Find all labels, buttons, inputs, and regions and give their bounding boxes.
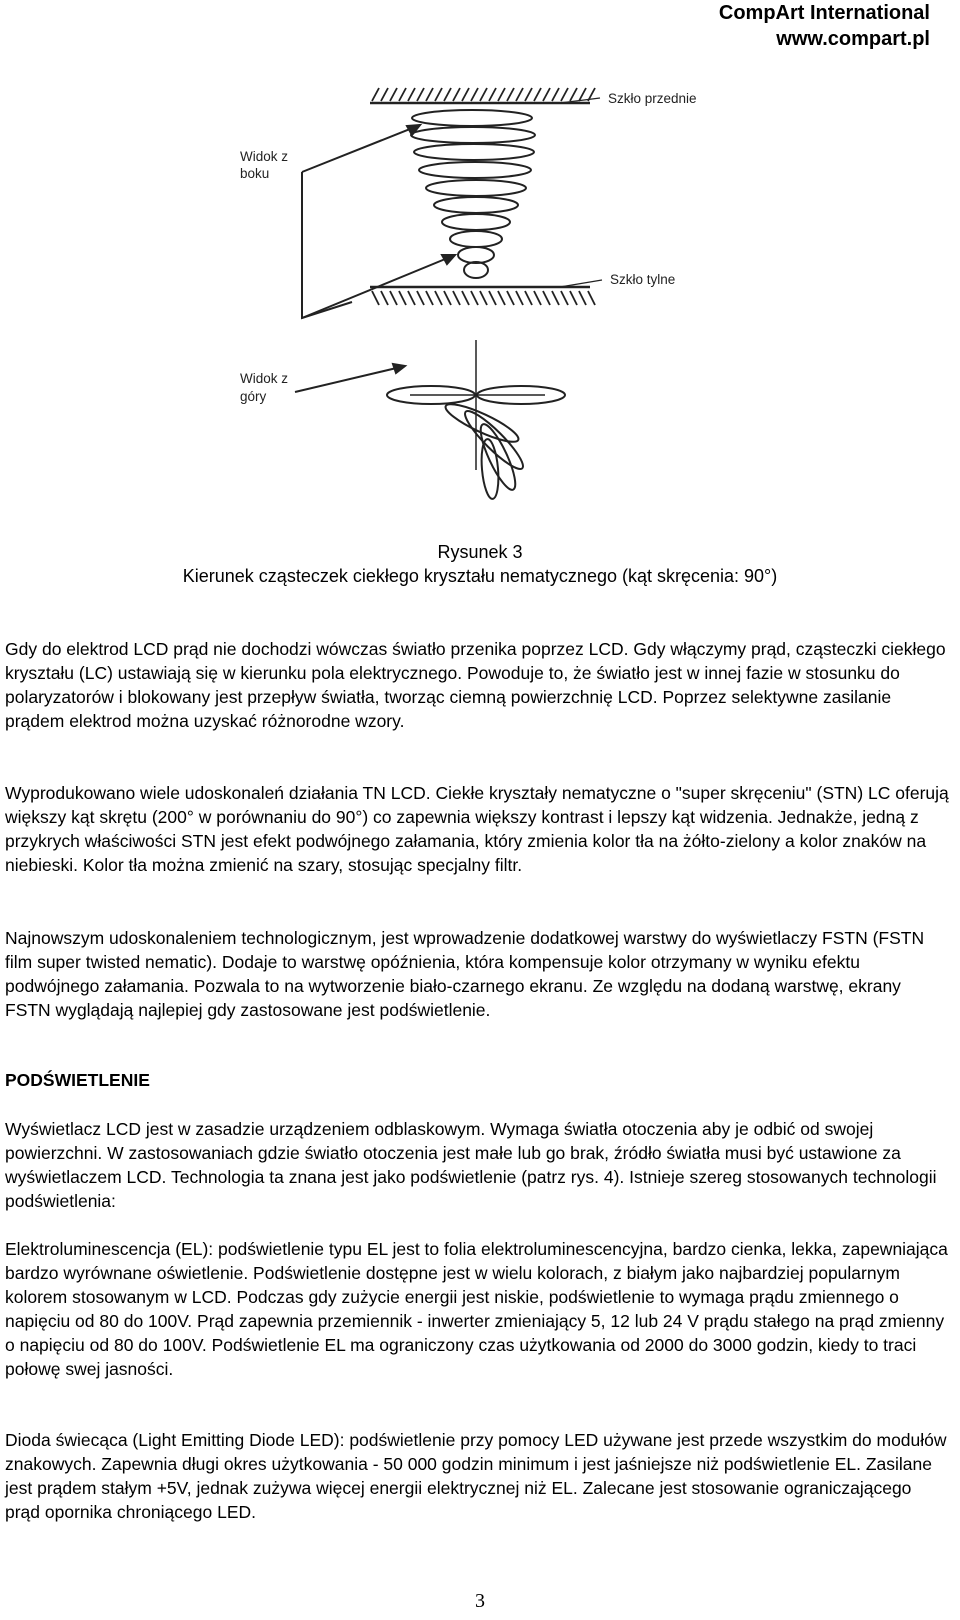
- front-glass-hatch: [417, 88, 424, 101]
- rear-glass-hatch: [381, 291, 388, 305]
- front-glass-hatch: [534, 88, 541, 101]
- paragraph-el: Elektroluminescencja (EL): podświetlenie typu EL jest to folia elektroluminescencyjna, bardzo cienka, lekka, zapewniająca bardzo wyrównane oświetlenie. Podświetlenie dostępne jest w wielu kolorach, z białym jako najbardziej popularnym kolorem stosowanym w LCD. Podczas gdy zużycie energii jest niskie, podświetlenie to wymaga prądu zmiennego o napięciu od 80 do 100V. Prąd zapewnia przemiennik - inwerter zmieniający 5, 12 lub 24 V prądu stałego na prąd zmienny o napięciu od 80 do 100V. Podświetlenie EL ma ograniczony czas użytkowania od 2000 do 3000 godzin, kiedy to traci połowę swej jasności.: [5, 1239, 948, 1379]
- front-glass-hatch: [408, 88, 415, 101]
- rear-glass-hatch: [480, 291, 487, 305]
- side-view-bracket: [302, 172, 352, 318]
- front-glass-hatch: [435, 88, 442, 101]
- lc-molecule-diagram: [0, 0, 960, 500]
- figure-title: Kierunek cząsteczek ciekłego kryształu nematycznego (kąt skręcenia: 90°): [182, 566, 778, 586]
- side-view-molecule: [464, 262, 488, 278]
- front-glass-hatch: [372, 88, 379, 101]
- paragraph-stn: Wyprodukowano wiele udoskonaleń działania TN LCD. Ciekłe kryształy nematyczne o "super skręceniu" (STN) LC oferują większy kąt skrętu (200° w porównaniu do 90°) co zapewnia większy kontrast i lepszy kąt widzenia. Jednakże, jedną z przykrych właściwości STN jest efekt podwójnego załamania, który zmienia kolor tła na żółto-zielony a kolor znaków na niebieski. Kolor tła można zmienić na szary, stosując specjalny filtr.: [5, 783, 949, 875]
- front-glass-hatch: [579, 88, 586, 101]
- rear-glass-hatch: [417, 291, 424, 305]
- front-glass-hatch: [444, 88, 451, 101]
- side-view-molecule: [426, 180, 526, 196]
- side-view-molecule: [419, 162, 531, 178]
- rear-glass-hatch: [570, 291, 577, 305]
- front-glass-hatch: [489, 88, 496, 101]
- front-glass-hatch: [525, 88, 532, 101]
- figure-caption: [0, 540, 960, 588]
- label-rear-glass: Szkło tylne: [610, 272, 676, 287]
- rear-glass-hatch: [399, 291, 406, 305]
- label-side-view-2: boku: [240, 166, 270, 181]
- diagram-drawing: [295, 88, 602, 500]
- rear-glass-hatch: [426, 291, 433, 305]
- front-glass-hatch: [453, 88, 460, 101]
- page-number: 3: [475, 1590, 485, 1612]
- rear-glass-hatch: [435, 291, 442, 305]
- rear-glass-hatch: [444, 291, 451, 305]
- front-glass-hatch: [570, 88, 577, 101]
- label-top-view-2: góry: [240, 389, 267, 404]
- side-view-molecule: [412, 110, 532, 126]
- side-view-molecule: [434, 197, 518, 213]
- rear-glass-hatch: [408, 291, 415, 305]
- rear-glass-hatch: [498, 291, 505, 305]
- label-front-glass: Szkło przednie: [608, 91, 697, 106]
- rear-glass-hatch: [534, 291, 541, 305]
- arrowhead: [407, 125, 420, 135]
- front-glass-hatch: [381, 88, 388, 101]
- rear-glass-hatch: [588, 291, 595, 305]
- side-view-molecule: [411, 127, 535, 143]
- rear-glass-hatch: [489, 291, 496, 305]
- rear-glass-hatch: [453, 291, 460, 305]
- front-glass-hatch: [507, 88, 514, 101]
- arrowhead: [393, 364, 405, 373]
- side-view-molecule: [442, 214, 510, 230]
- rear-glass-hatch: [552, 291, 559, 305]
- front-glass-hatch: [480, 88, 487, 101]
- section-heading-backlight: PODŚWIETLENIE: [5, 1070, 150, 1090]
- side-view-arrow-top: [302, 125, 420, 172]
- rear-glass-hatch: [525, 291, 532, 305]
- rear-glass-hatch: [579, 291, 586, 305]
- front-glass-hatch: [471, 88, 478, 101]
- arrowhead: [442, 255, 455, 264]
- rear-glass-hatch: [462, 291, 469, 305]
- figure-number: Rysunek 3: [437, 542, 523, 562]
- rear-glass-hatch: [390, 291, 397, 305]
- rear-glass-hatch: [543, 291, 550, 305]
- front-glass-hatch: [516, 88, 523, 101]
- rear-glass-hatch: [507, 291, 514, 305]
- front-glass-hatch: [462, 88, 469, 101]
- rear-glass-hatch: [561, 291, 568, 305]
- company-website: www.compart.pl: [776, 28, 930, 50]
- front-glass-hatch: [390, 88, 397, 101]
- rear-glass-hatch: [372, 291, 379, 305]
- front-glass-hatch: [561, 88, 568, 101]
- label-top-view-1: Widok z: [240, 371, 289, 386]
- front-glass-hatch: [552, 88, 559, 101]
- paragraph-backlight-intro: Wyświetlacz LCD jest w zasadzie urządzeniem odblaskowym. Wymaga światła otoczenia aby je odbić od swojej powierzchni. W zastosowaniach gdzie światło otoczenia jest małe lub go brak, źródło światła musi być ustawione za wyświetlaczem LCD. Technologia ta znana jest jako podświetlenie (patrz rys. 4). Istnieje szereg stosowanych technologii podświetlenia:: [5, 1119, 937, 1211]
- company-name: CompArt International: [718, 2, 930, 24]
- front-glass-hatch: [399, 88, 406, 101]
- side-view-molecule: [414, 144, 534, 160]
- top-view-arrow: [295, 366, 405, 392]
- rear-glass-hatch: [471, 291, 478, 305]
- side-view-molecule: [458, 247, 494, 263]
- paragraph-lcd-current: Gdy do elektrod LCD prąd nie dochodzi wówczas światło przenika poprzez LCD. Gdy włączymy prąd, cząsteczki ciekłego kryształu (LC) ustawiają się w kierunku pola elektrycznego. Powoduje to, że światło jest w innej fazie w stosunku do polaryzatorów i blokowany jest przepływ światła, tworząc ciemną powierzchnię LCD. Poprzez selektywne zasilanie prądem elektrod można uzyskać różnorodne wzory.: [5, 639, 946, 731]
- paragraph-fstn: Najnowszym udoskonaleniem technologicznym, jest wprowadzenie dodatkowej warstwy do wyświetlaczy FSTN (FSTN film super twisted nematic). Dodaje to warstwę opóźnienia, która kompensuje kolor otrzymany w wyniku efektu podwójnego załamania. Pozwala to na wytworzenie biało-czarnego ekranu. Ze względu na dodaną warstwę, ekrany FSTN wyglądają najlepiej gdy zastosowane jest podświetlenie.: [5, 928, 925, 1020]
- label-side-view-1: Widok z: [240, 149, 289, 164]
- paragraph-led: Dioda świecąca (Light Emitting Diode LED): podświetlenie przy pomocy LED używane jest przede wszystkim do modułów znakowych. Zapewnia długi okres użytkowania - 50 000 godzin minimum i jest jaśniejsze niż podświetlenie EL. Zasilane jest prądem stałym +5V, jednak zużywa więcej energii elektrycznej niż EL. Zalecane jest stosowanie ograniczającego prąd opornika chroniącego LED.: [5, 1430, 947, 1522]
- front-glass-hatch: [426, 88, 433, 101]
- side-view-molecule: [450, 231, 502, 247]
- rear-glass-hatch: [516, 291, 523, 305]
- front-glass-hatch: [498, 88, 505, 101]
- front-glass-hatch: [543, 88, 550, 101]
